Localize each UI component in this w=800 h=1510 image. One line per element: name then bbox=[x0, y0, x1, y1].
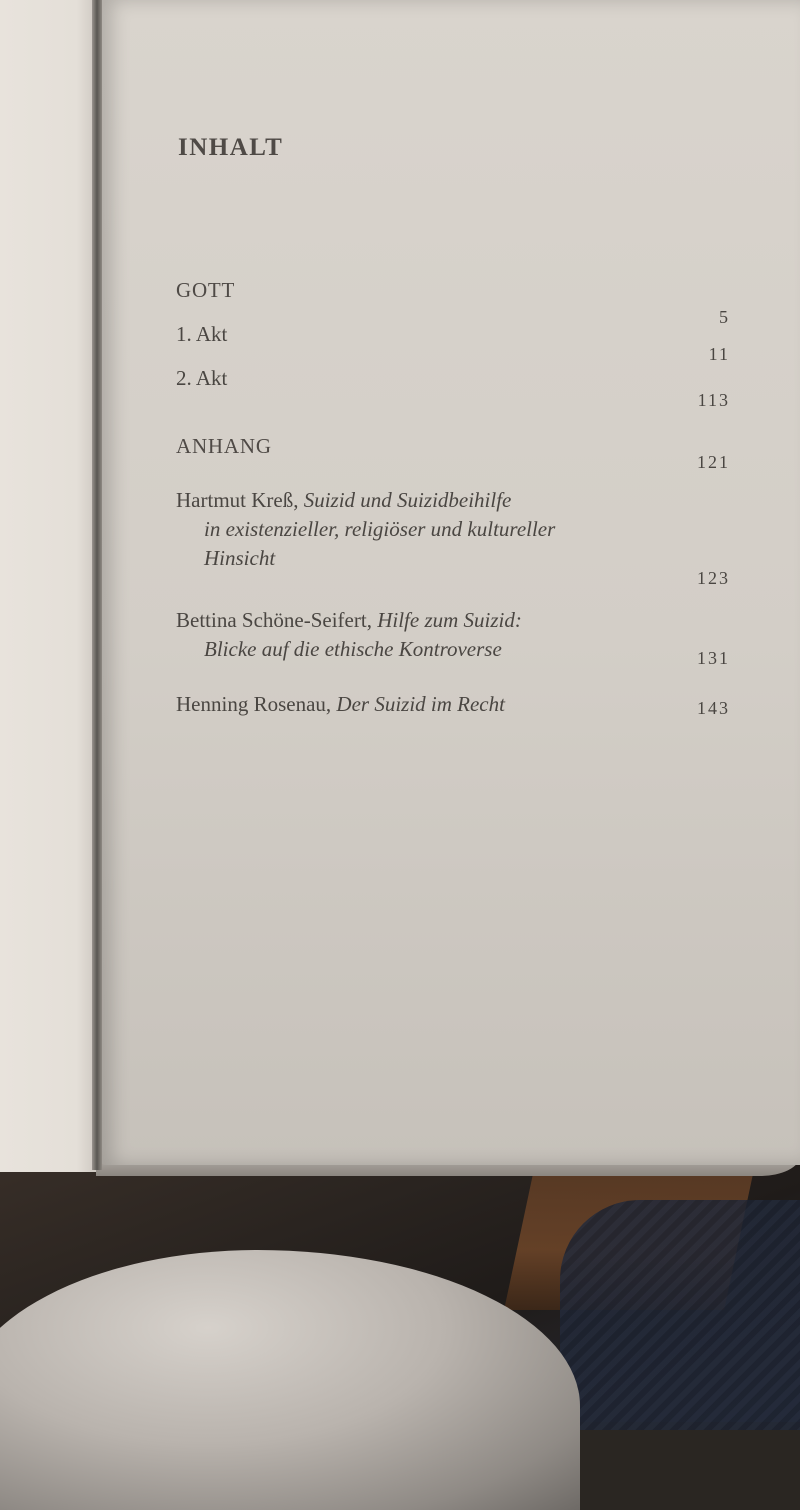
toc-entry-akt-2-page: 113 bbox=[697, 390, 730, 410]
entry-title: Suizid und Suizidbeihilfe bbox=[303, 488, 512, 512]
entry-label: 2. Akt bbox=[176, 366, 228, 390]
toc-entry-akt-1-page: 11 bbox=[708, 344, 730, 364]
entry-label: 1. Akt bbox=[176, 322, 228, 346]
toc-heading: INHALT bbox=[178, 134, 284, 161]
toc-entry-rosenau-page: 143 bbox=[697, 698, 730, 718]
section-anhang-label: ANHANG bbox=[176, 434, 272, 458]
entry-author: Henning Rosenau, bbox=[176, 692, 332, 716]
toc-entry-schoene-seifert bbox=[176, 606, 522, 664]
entry-author: Hartmut Kreß, bbox=[176, 488, 299, 512]
entry-title-continued: Blicke auf die ethische Kontroverse bbox=[204, 637, 502, 661]
entry-title-continued: Hinsicht bbox=[204, 546, 276, 570]
toc-entry-akt-1 bbox=[176, 322, 227, 347]
entry-author: Bettina Schöne-Seifert, bbox=[176, 608, 372, 632]
toc-entry-akt-2 bbox=[176, 366, 227, 391]
toc-entry-kress-page: 123 bbox=[697, 568, 730, 588]
section-anhang-page: 121 bbox=[697, 452, 730, 472]
toc-entry-schoene-seifert-page: 131 bbox=[697, 648, 730, 668]
entry-title: Hilfe zum Suizid: bbox=[377, 608, 522, 632]
section-gott-page: 5 bbox=[719, 307, 730, 327]
section-gott-label: GOTT bbox=[176, 278, 236, 302]
toc-entry-rosenau bbox=[176, 690, 505, 719]
entry-title: Der Suizid im Recht bbox=[336, 692, 505, 716]
entry-title-continued: in existenzieller, religiöser und kultureller bbox=[204, 517, 556, 541]
toc-entry-kress bbox=[176, 486, 555, 573]
